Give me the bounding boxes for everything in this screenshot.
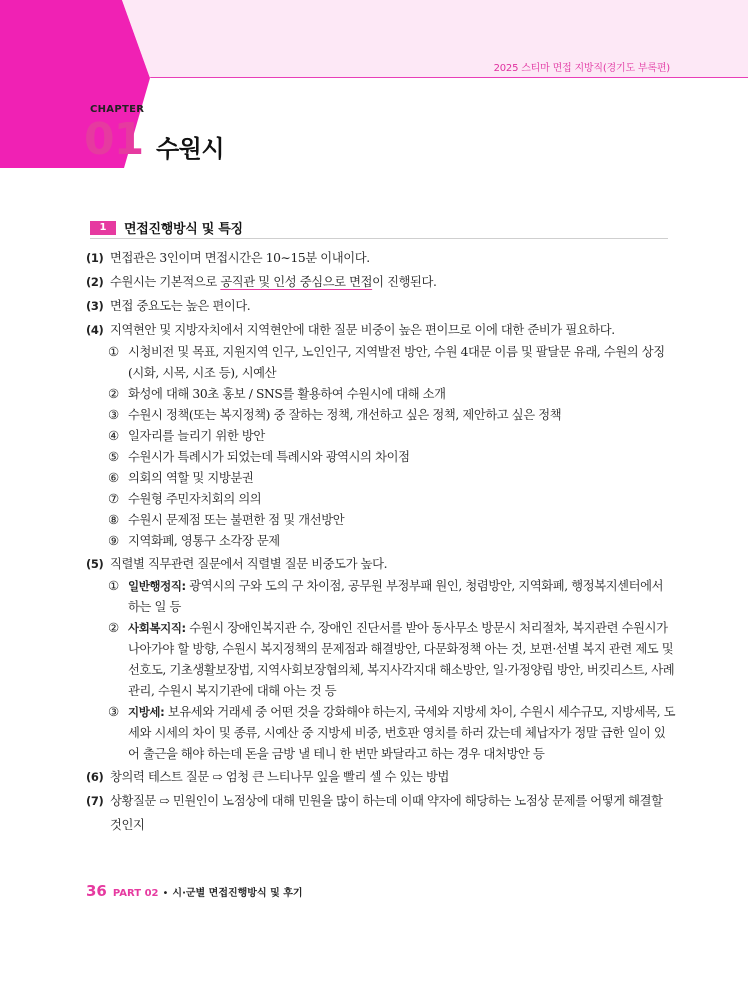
section-heading <box>90 218 243 237</box>
sub-item-4-5: ⑤ 수원시가 특례시가 되었는데 특례시와 광역시의 차이점 <box>108 450 410 464</box>
list-item-5: (5) 직렬별 직무관련 질문에서 직렬별 질문 비중도가 높다. <box>86 557 388 571</box>
list-item-7: (7) 상황질문 ⇨ 민원인이 노점상에 대해 민원을 많이 하는데 이때 약자에 해당하는 노점상 문제를 어떻게 해결할 것인지 <box>86 794 663 832</box>
sub-item-4-3: ③ 수원시 정책(또는 복지정책) 중 잘하는 정책, 개선하고 싶은 정책, 제안하고 싶은 정책 <box>108 408 562 422</box>
sub-item-5-2: ② 사회복지직: 수원시 장애인복지관 수, 장애인 진단서를 받아 동사무소 방문시 처리절차, 복지관련 수원시가 나아가야 할 방향, 수원시 복지정책의 문제점과 해결방안, 다문화정책 아는 것, 보편·선별 복지 관련 제도 및 선호도, 기초생활보장법, 지역사회보장협의체, 복지사각지대 해소방안, 일·가정양립 방안, 버킷리스트, 사례관리, 수원시 복지기관에 대해 아는 것 등 <box>108 621 675 698</box>
sub-item-4-6: ⑥ 의회의 역할 및 지방분권 <box>108 471 254 485</box>
section-number-badge: 1 <box>90 221 116 235</box>
sub-item-4-1: ① 시청비전 및 목표, 지원지역 인구, 노인인구, 지역발전 방안, 수원 4대문 이름 및 팔달문 유래, 수원의 상징(시화, 시목, 시조 등), 시예산 <box>108 345 665 380</box>
section-title: 면접진행방식 및 특징 <box>124 222 243 237</box>
footer-title: 시·군별 면접진행방식 및 후기 <box>172 888 303 899</box>
part-label: PART 02 <box>112 888 159 899</box>
footer-separator: • <box>162 888 169 899</box>
sub-item-4-4: ④ 일자리를 늘리기 위한 방안 <box>108 429 265 443</box>
chapter-label: CHAPTER <box>90 104 145 115</box>
sub-item-4-2: ② 화성에 대해 30초 홍보 / SNS를 활용하여 수원시에 대해 소개 <box>108 387 446 401</box>
sub-item-4-9: ⑨ 지역화폐, 영통구 소각장 문제 <box>108 534 280 548</box>
chapter-number: 01 <box>84 114 144 165</box>
underlined-phrase: 공직관 및 인성 중심으로 면접 <box>220 275 373 289</box>
section-divider <box>90 238 668 239</box>
list-item-2: (2) 수원시는 기본적으로 공직관 및 인성 중심으로 면접이 진행된다. <box>86 275 437 289</box>
sub-item-5-3: ③ 지방세: 보유세와 거래세 중 어떤 것을 강화해야 하는지, 국세와 지방세 차이, 수원시 세수규모, 지방세목, 도세와 시세의 차이 및 종류, 시예산 중 지방세 비중, 번호판 영치를 하러 갔는데 체납자가 정말 급한 일이 있어 출근을 해야 하는데 돈을 금방 낼 테니 한 번만 봐달라고 하는 경우 대처방안 등 <box>108 705 676 761</box>
content-list <box>86 246 676 837</box>
list-item-3: (3) 면접 중요도는 높은 편이다. <box>86 299 251 313</box>
list-item-4: (4) 지역현안 및 지방자치에서 지역현안에 대한 질문 비중이 높은 편이므로 이에 대한 준비가 필요하다. <box>86 323 615 337</box>
list-item-1: (1) 면접관은 3인이며 면접시간은 10∼15분 이내이다. <box>86 251 370 265</box>
page-footer <box>86 882 303 900</box>
sub-item-5-1: ① 일반행정직: 광역시의 구와 도의 구 차이점, 공무원 부정부패 원인, 청렴방안, 지역화폐, 행정복지센터에서 하는 일 등 <box>108 579 664 614</box>
page-number: 36 <box>86 882 107 900</box>
list-item-6: (6) 창의력 테스트 질문 ⇨ 엄청 큰 느티나무 잎을 빨리 셀 수 있는 방법 <box>86 770 449 784</box>
header-divider <box>120 77 748 78</box>
running-header-title: 2025 스티마 면접 지방직(경기도 부록편) <box>493 63 670 74</box>
sub-item-4-8: ⑧ 수원시 문제점 또는 불편한 점 및 개선방안 <box>108 513 345 527</box>
chapter-title: 수원시 <box>156 135 225 163</box>
sub-item-4-7: ⑦ 수원형 주민자치회의 의의 <box>108 492 262 506</box>
